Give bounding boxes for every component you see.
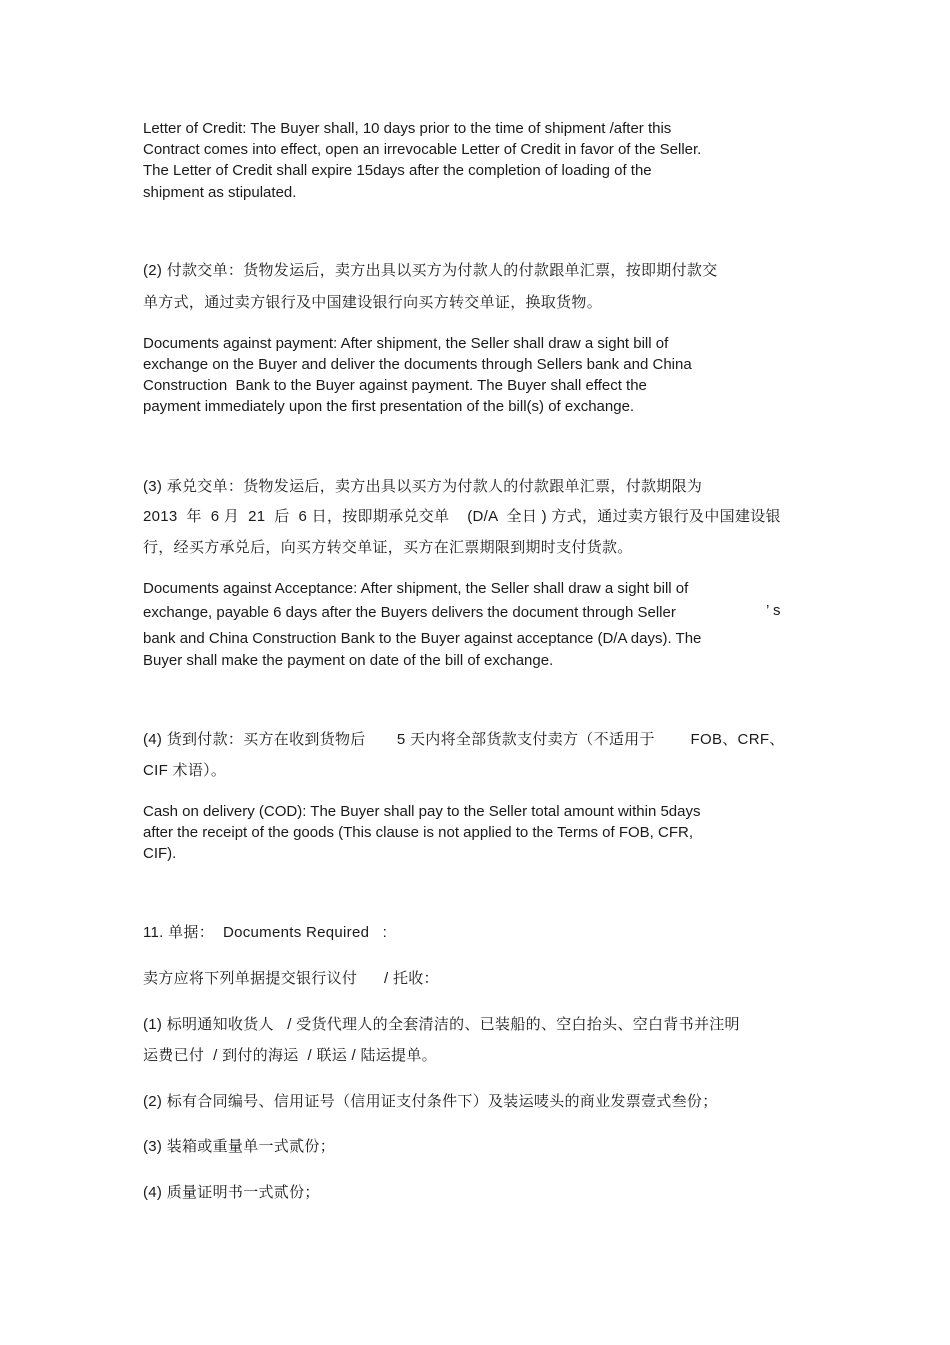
da-en-line-2-tail: ’ s	[766, 602, 781, 619]
da-en-line-2: exchange, payable 6 days after the Buyers delivers the document through Seller	[143, 604, 676, 621]
dp-en-line-3: Construction Bank to the Buyer against payment. The Buyer shall effect the	[143, 377, 647, 394]
da-en-line-1: Documents against Acceptance: After shipment, the Seller shall draw a sight bill of	[143, 580, 689, 597]
da-en-line-3: bank and China Construction Bank to the Buyer against acceptance (D/A days). The	[143, 630, 702, 647]
dp-en-line-4: payment immediately upon the first presentation of the bill(s) of exchange.	[143, 398, 635, 415]
docs-item-1-line-2: 运费已付 / 到付的海运 / 联运 / 陆运提单。	[143, 1047, 437, 1064]
lc-en-line-3: The Letter of Credit shall expire 15days after the completion of loading of the	[143, 162, 652, 179]
lc-en-line-4: shipment as stipulated.	[143, 184, 297, 201]
cod-en-line-2: after the receipt of the goods (This clause is not applied to the Terms of FOB, CFR,	[143, 824, 693, 841]
lc-en-line-1: Letter of Credit: The Buyer shall, 10 days prior to the time of shipment /after this	[143, 120, 672, 137]
docs-item-3: (3) 装箱或重量单一式贰份；	[143, 1138, 336, 1155]
cod-cn-line-2: CIF 术语）。	[143, 762, 227, 779]
docs-item-1-line-1: (1) 标明通知收货人 / 受货代理人的全套清洁的、已装船的、空白抬头、空白背书并注明	[143, 1016, 740, 1033]
dp-en-line-1: Documents against payment: After shipment, the Seller shall draw a sight bill of	[143, 335, 669, 352]
dp-cn-line-2: 单方式，通过卖方银行及中国建设银行向买方转交单证，换取货物。	[143, 294, 603, 311]
lc-en-line-2: Contract comes into effect, open an irrevocable Letter of Credit in favor of the Seller.	[143, 141, 702, 158]
docs-item-2: (2) 标有合同编号、信用证号（信用证支付条件下）及装运唛头的商业发票壹式叁份；	[143, 1093, 718, 1110]
docs-intro: 卖方应将下列单据提交银行议付 / 托收：	[143, 970, 439, 987]
cod-en-line-1: Cash on delivery (COD): The Buyer shall pay to the Seller total amount within 5days	[143, 803, 701, 820]
da-cn-line-1: (3) 承兑交单：货物发运后，卖方出具以买方为付款人的付款跟单汇票，付款期限为	[143, 478, 703, 495]
docs-heading: 11. 单据： Documents Required :	[143, 924, 388, 941]
da-cn-line-2: 2013 年 6 月 21 后 6 日，按即期承兑交单 (D/A 全日 ) 方式，通过卖方银行及中国建设银	[143, 508, 781, 525]
da-en-line-4: Buyer shall make the payment on date of the bill of exchange.	[143, 652, 554, 669]
cod-cn-line-1: (4) 货到付款：买方在收到货物后 5 天内将全部货款支付卖方（不适用于 FOB、CRF、	[143, 731, 785, 748]
docs-item-4: (4) 质量证明书一式贰份；	[143, 1184, 320, 1201]
cod-en-line-3: CIF).	[143, 845, 177, 862]
da-cn-line-3: 行，经买方承兑后，向买方转交单证，买方在汇票期限到期时支付货款。	[143, 539, 633, 556]
dp-cn-line-1: (2) 付款交单：货物发运后，卖方出具以买方为付款人的付款跟单汇票，按即期付款交	[143, 262, 718, 279]
dp-en-line-2: exchange on the Buyer and deliver the documents through Sellers bank and China	[143, 356, 692, 373]
